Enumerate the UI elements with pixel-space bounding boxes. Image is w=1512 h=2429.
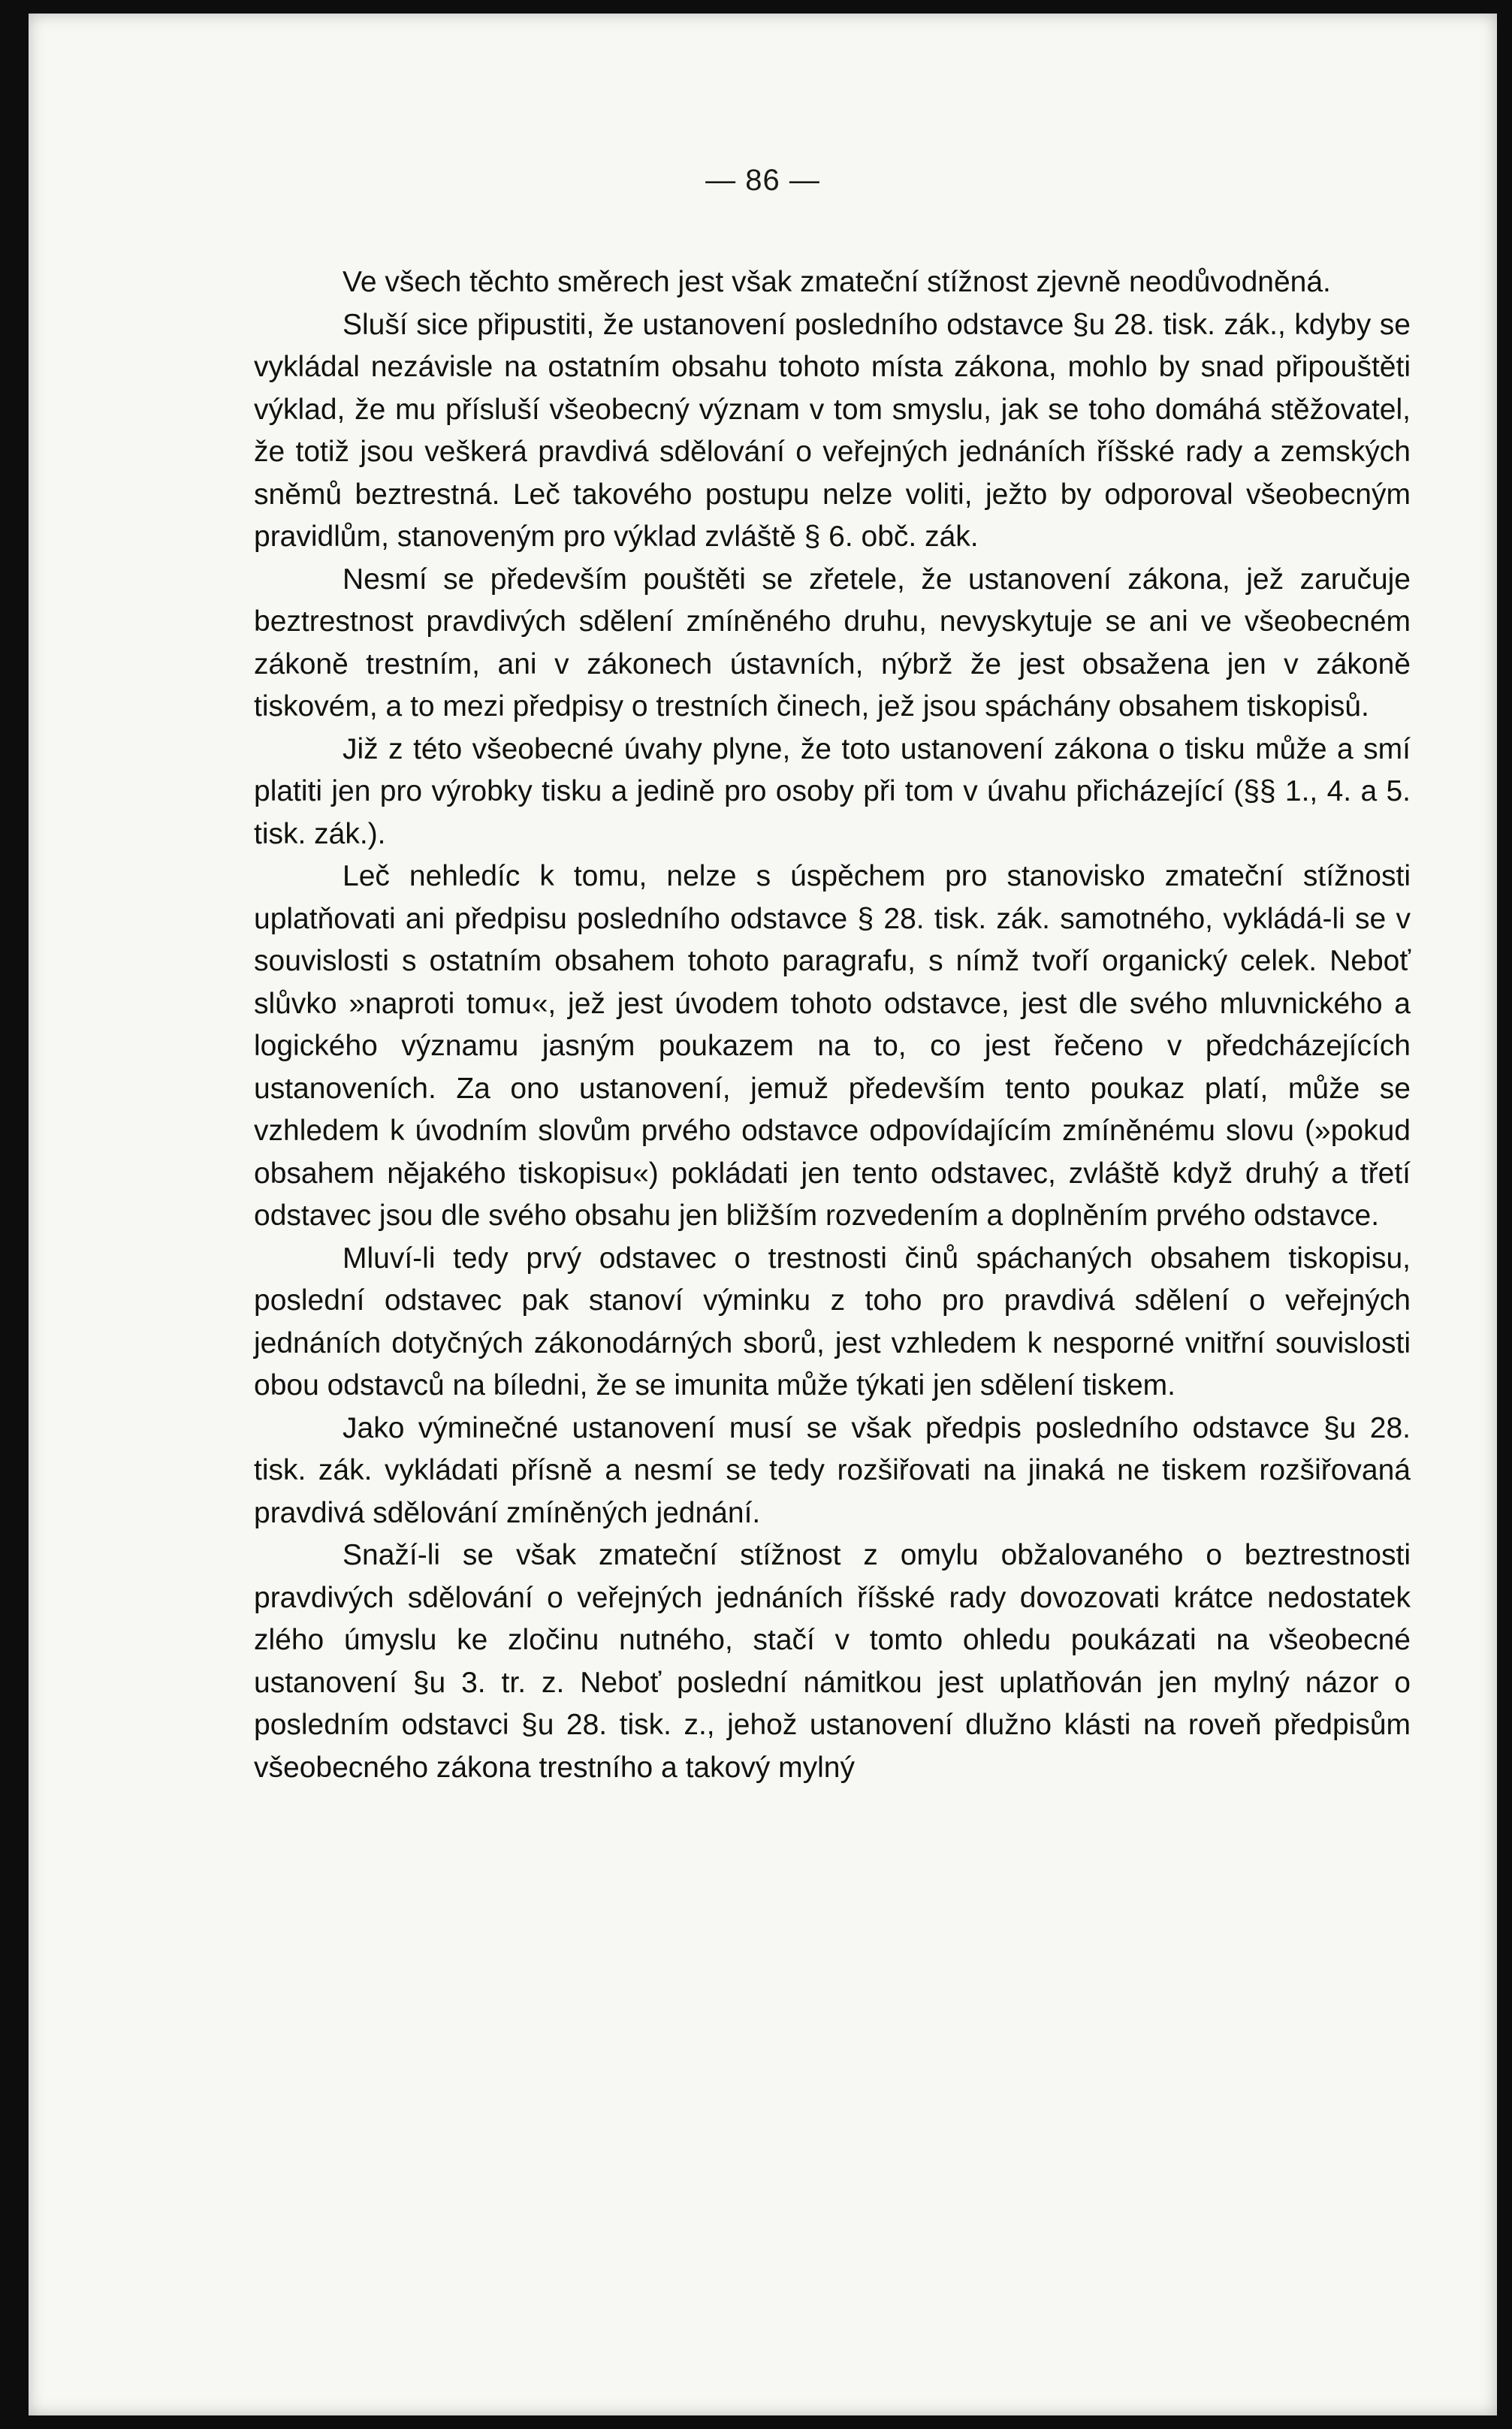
paragraph-7: Jako výminečné ustanovení musí se však předpis posledního odstavce §u 28. tisk. zák. vykládati přísně a nesmí se tedy rozšiřovati na jinaká ne tiskem rozšiřovaná pravdivá sdělování zmíněných jednání. (254, 1411, 1411, 1529)
paragraph-5: Leč nehledíc k tomu, nelze s úspěchem pro stanovisko zmateční stížnosti uplatňovati ani předpisu posledního odstavce § 28. tisk. zák. samotného, vykládá-li se v souvislosti s ostatním obsahem tohoto paragrafu, s nímž tvoří organický celek. Neboť slůvko »naproti tomu«, jež jest úvodem tohoto odstavce, jest dle svého mluvnického a logického významu jasným poukazem na to, co jest řečeno v předcházejících ustanoveních. Za ono ustanovení, jemuž především tento poukaz platí, může se vzhledem k úvodním slovům prvého odstavce odpovídajícím zmíněnému slovu (»pokud obsahem nějakého tiskopisu«) pokládati jen tento odstavec, zvláště když druhý a třetí odstavec jsou dle svého obsahu jen bližším rozvedením a doplněním prvého odstavce. (254, 860, 1411, 1232)
paragraph-8: Snaží-li se však zmateční stížnost z omylu obžalovaného o beztrestnosti pravdivých sdělování o veřejných jednáních říšské rady dovozovati krátce nedostatek zlého úmyslu ke zločinu nutného, stačí v tomto ohledu poukázati na všeobecné ustanovení §u 3. tr. z. Neboť poslední námitkou jest uplatňován jen mylný názor o posledním odstavci §u 28. tisk. z., jehož ustanovení dlužno klásti na roveň předpisům všeobecného zákona trestního a takový mylný (254, 1539, 1411, 1784)
paragraph-2: Sluší sice připustiti, že ustanovení posledního odstavce §u 28. tisk. zák., kdyby se vykládal nezávisle na ostatním obsahu tohoto místa zákona, mohlo by snad připouštěti výklad, že mu přísluší všeobecný význam v tom smyslu, jak se toho domáhá stěžovatel, že totiž jsou veškerá pravdivá sdělování o veřejných jednáních říšské rady a zemských sněmů beztrestná. Leč takového postupu nelze voliti, ježto by odporoval všeobecným pravidlům, stanoveným pro výklad zvláště § 6. obč. zák. (254, 308, 1411, 553)
page-number: — 86 — (705, 164, 820, 197)
paragraph-1: Ve všech těchto směrech jest však zmateční stížnost zjevně neodůvodněná. (343, 266, 1331, 298)
paragraph-4: Již z této všeobecné úvahy plyne, že toto ustanovení zákona o tisku může a smí platiti jen pro výrobky tisku a jedině pro osoby při tom v úvahu přicházející (§§ 1., 4. a 5. tisk. zák.). (254, 732, 1411, 850)
body-text (254, 261, 1411, 1789)
paragraph-3: Nesmí se především pouštěti se zřetele, že ustanovení zákona, jež zaručuje beztrestnost pravdivých sdělení zmíněného druhu, nevyskytuje se ani ve všeobecném zákoně trestním, ani v zákonech ústavních, nýbrž že jest obsažena jen v zákoně tiskovém, a to mezi předpisy o trestních činech, jež jsou spáchány obsahem tiskopisů. (254, 563, 1411, 723)
book-page (29, 14, 1497, 2415)
paragraph-6: Mluví-li tedy prvý odstavec o trestnosti činů spáchaných obsahem tiskopisu, poslední odstavec pak stanoví výminku z toho pro pravdivá sdělení o veřejných jednáních dotyčných zákonodárných sborů, jest vzhledem k nesporné vnitřní souvislosti obou odstavců na bíledni, že se imunita může týkati jen sdělení tiskem. (254, 1242, 1411, 1402)
